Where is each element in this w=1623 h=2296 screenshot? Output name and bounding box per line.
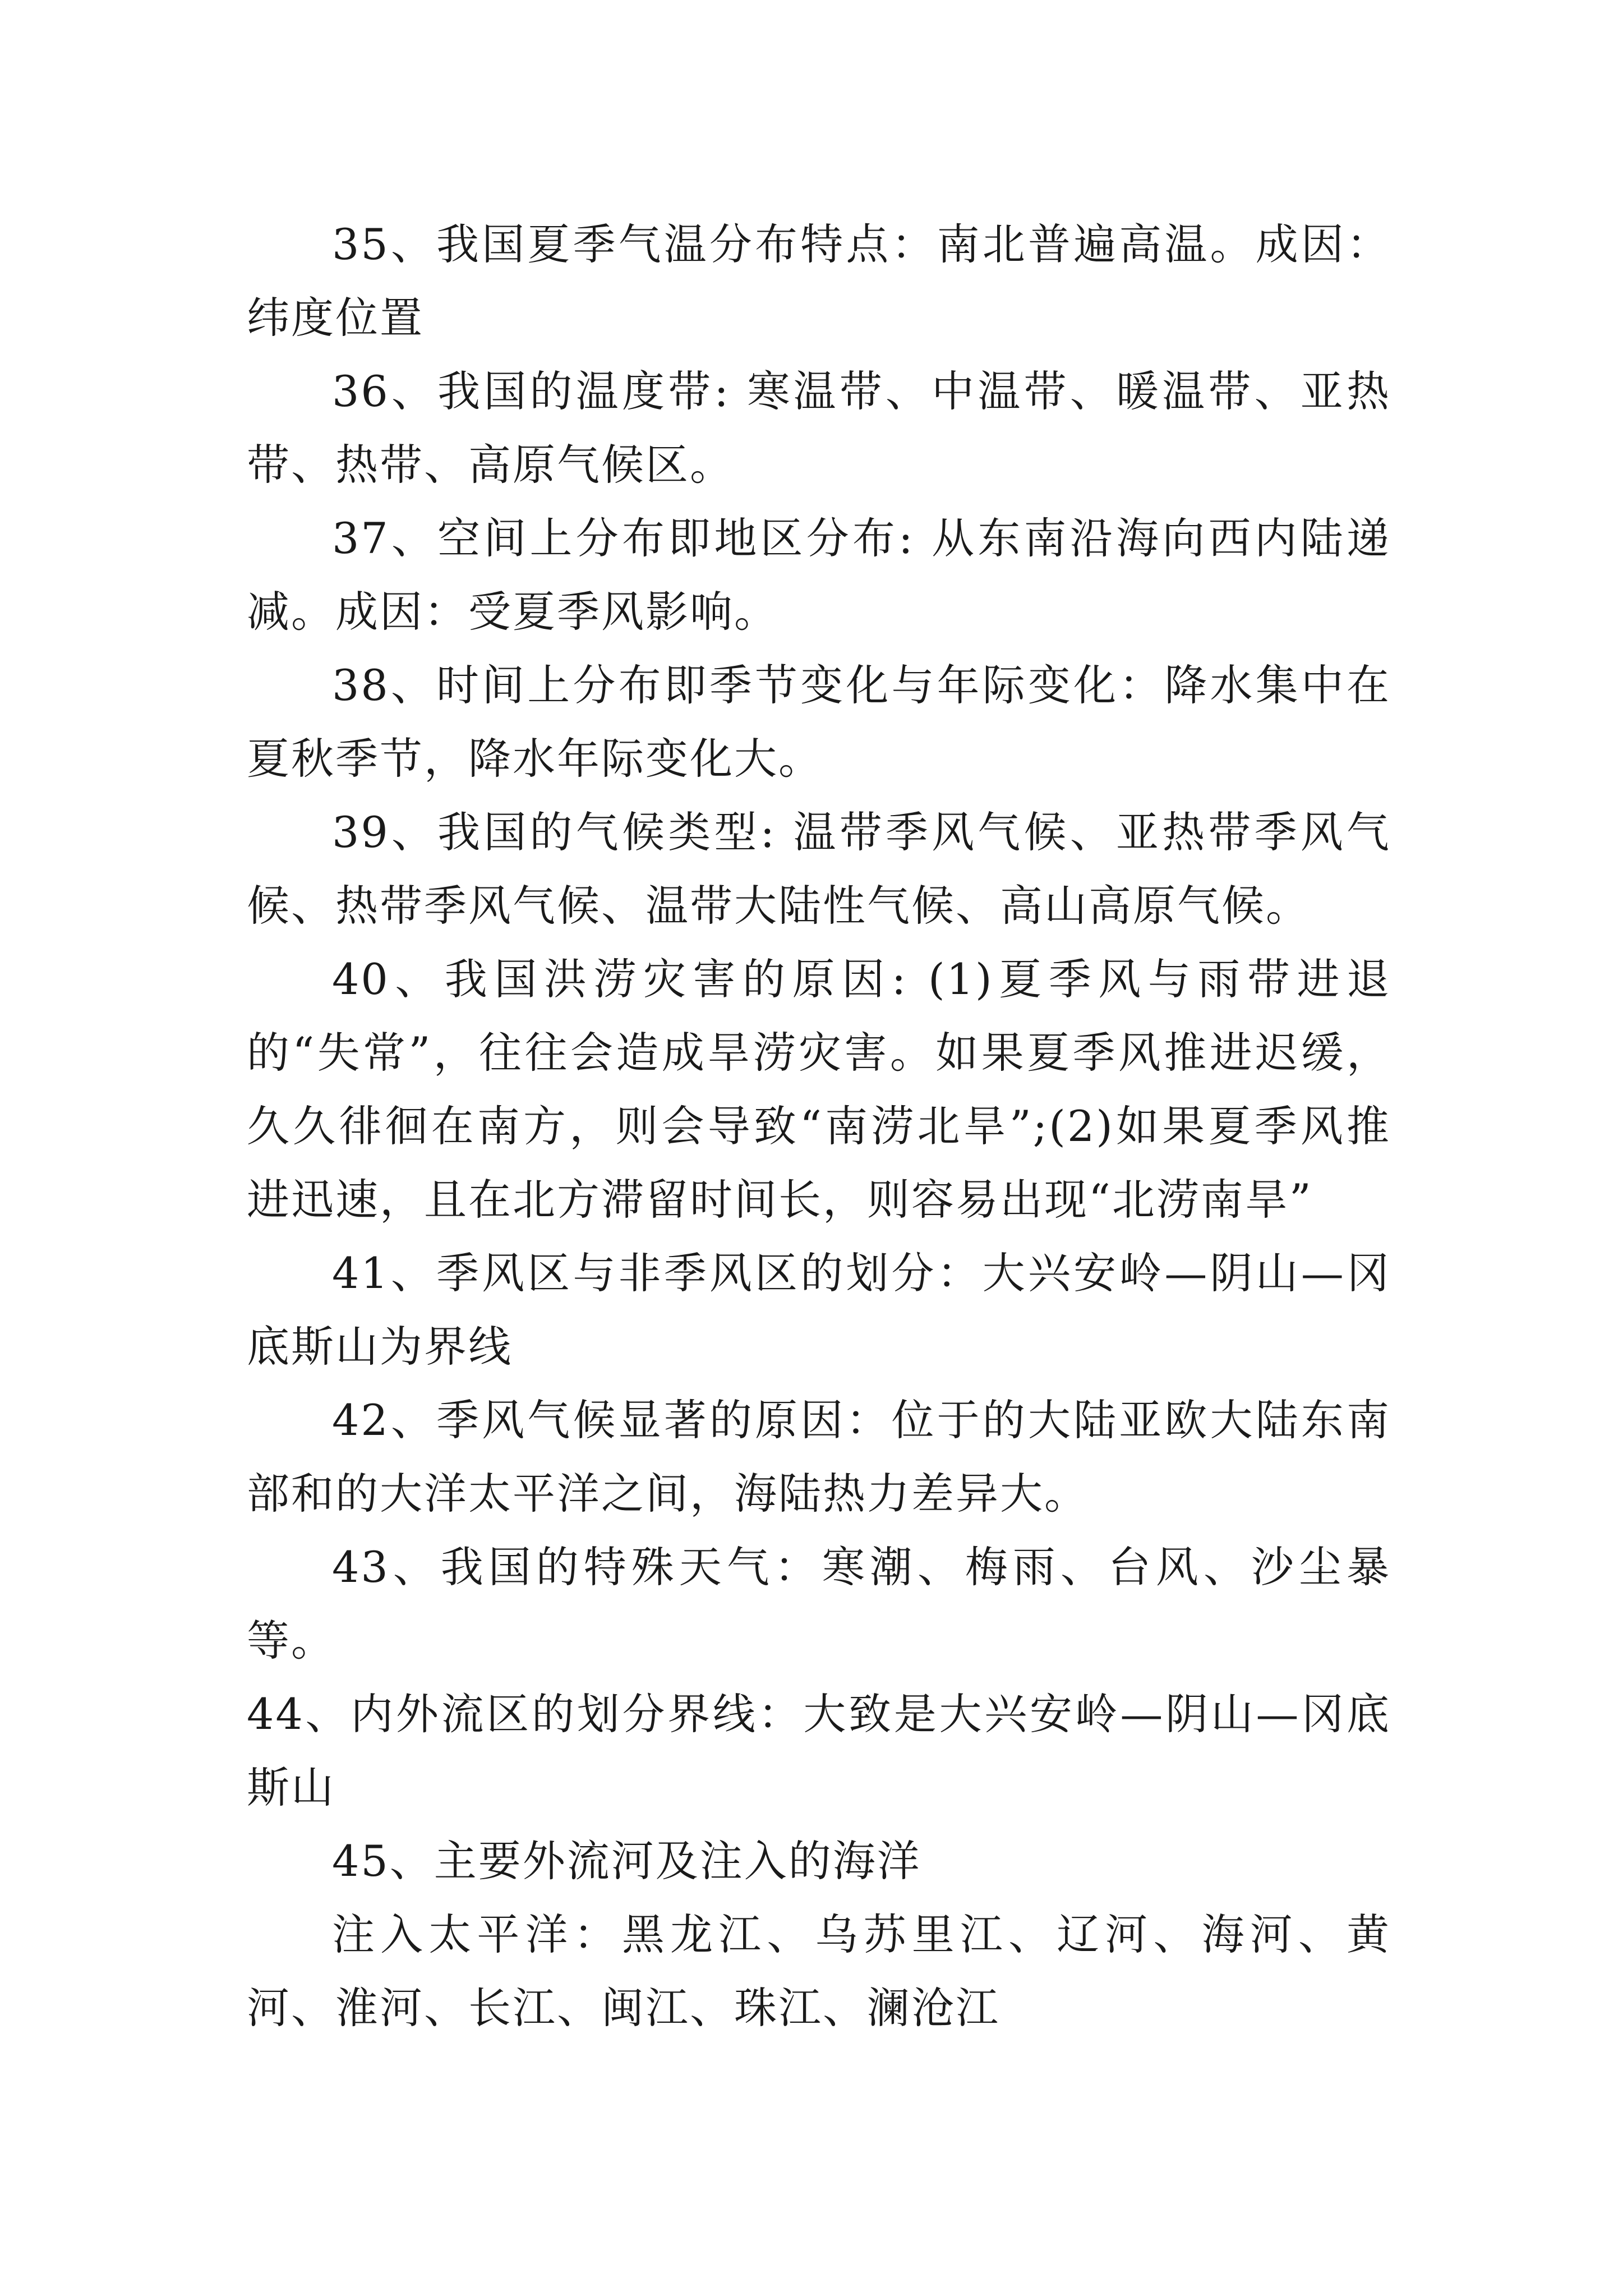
paragraph-45-pacific: 注入太平洋：黑龙江、乌苏里江、辽河、海河、黄河、淮河、长江、闽江、珠江、澜沧江 [247, 1910, 1391, 2033]
paragraph-35: 35、我国夏季气温分布特点：南北普遍高温。成因：纬度位置 [247, 219, 1391, 343]
paragraph-44: 44、内外流区的划分界线：大致是大兴安岭—阴山—冈底斯山 [247, 1689, 1391, 1812]
paragraph-42: 42、季风气候显著的原因：位于的大陆亚欧大陆东南部和的大洋太平洋之间，海陆热力差异大。 [247, 1395, 1391, 1519]
paragraph-36: 36、我国的温度带: 寒温带、中温带、暖温带、亚热带、热带、高原气候区。 [247, 366, 1391, 490]
document-body [247, 208, 1391, 2045]
paragraph-41: 41、季风区与非季风区的划分：大兴安岭—阴山—冈底斯山为界线 [247, 1248, 1391, 1372]
paragraph-43: 43、我国的特殊天气：寒潮、梅雨、台风、沙尘暴等。 [247, 1542, 1391, 1665]
paragraph-38: 38、时间上分布即季节变化与年际变化：降水集中在夏秋季节，降水年际变化大。 [247, 660, 1391, 784]
paragraph-45: 45、主要外流河及注入的海洋 [332, 1836, 921, 1886]
paragraph-40: 40、我国洪涝灾害的原因: (1)夏季风与雨带进退的“失常”，往往会造成旱涝灾害。如果夏季风推进迟缓，久久徘徊在南方，则会导致“南涝北旱”;(2)如果夏季风推进迅速，且在北方滞留时间长，则容易出现“北涝南旱” [247, 954, 1391, 1225]
paragraph-39: 39、我国的气候类型: 温带季风气候、亚热带季风气候、热带季风气候、温带大陆性气候、高山高原气候。 [247, 807, 1391, 931]
paragraph-37: 37、空间上分布即地区分布: 从东南沿海向西内陆递减。成因：受夏季风影响。 [247, 513, 1391, 637]
